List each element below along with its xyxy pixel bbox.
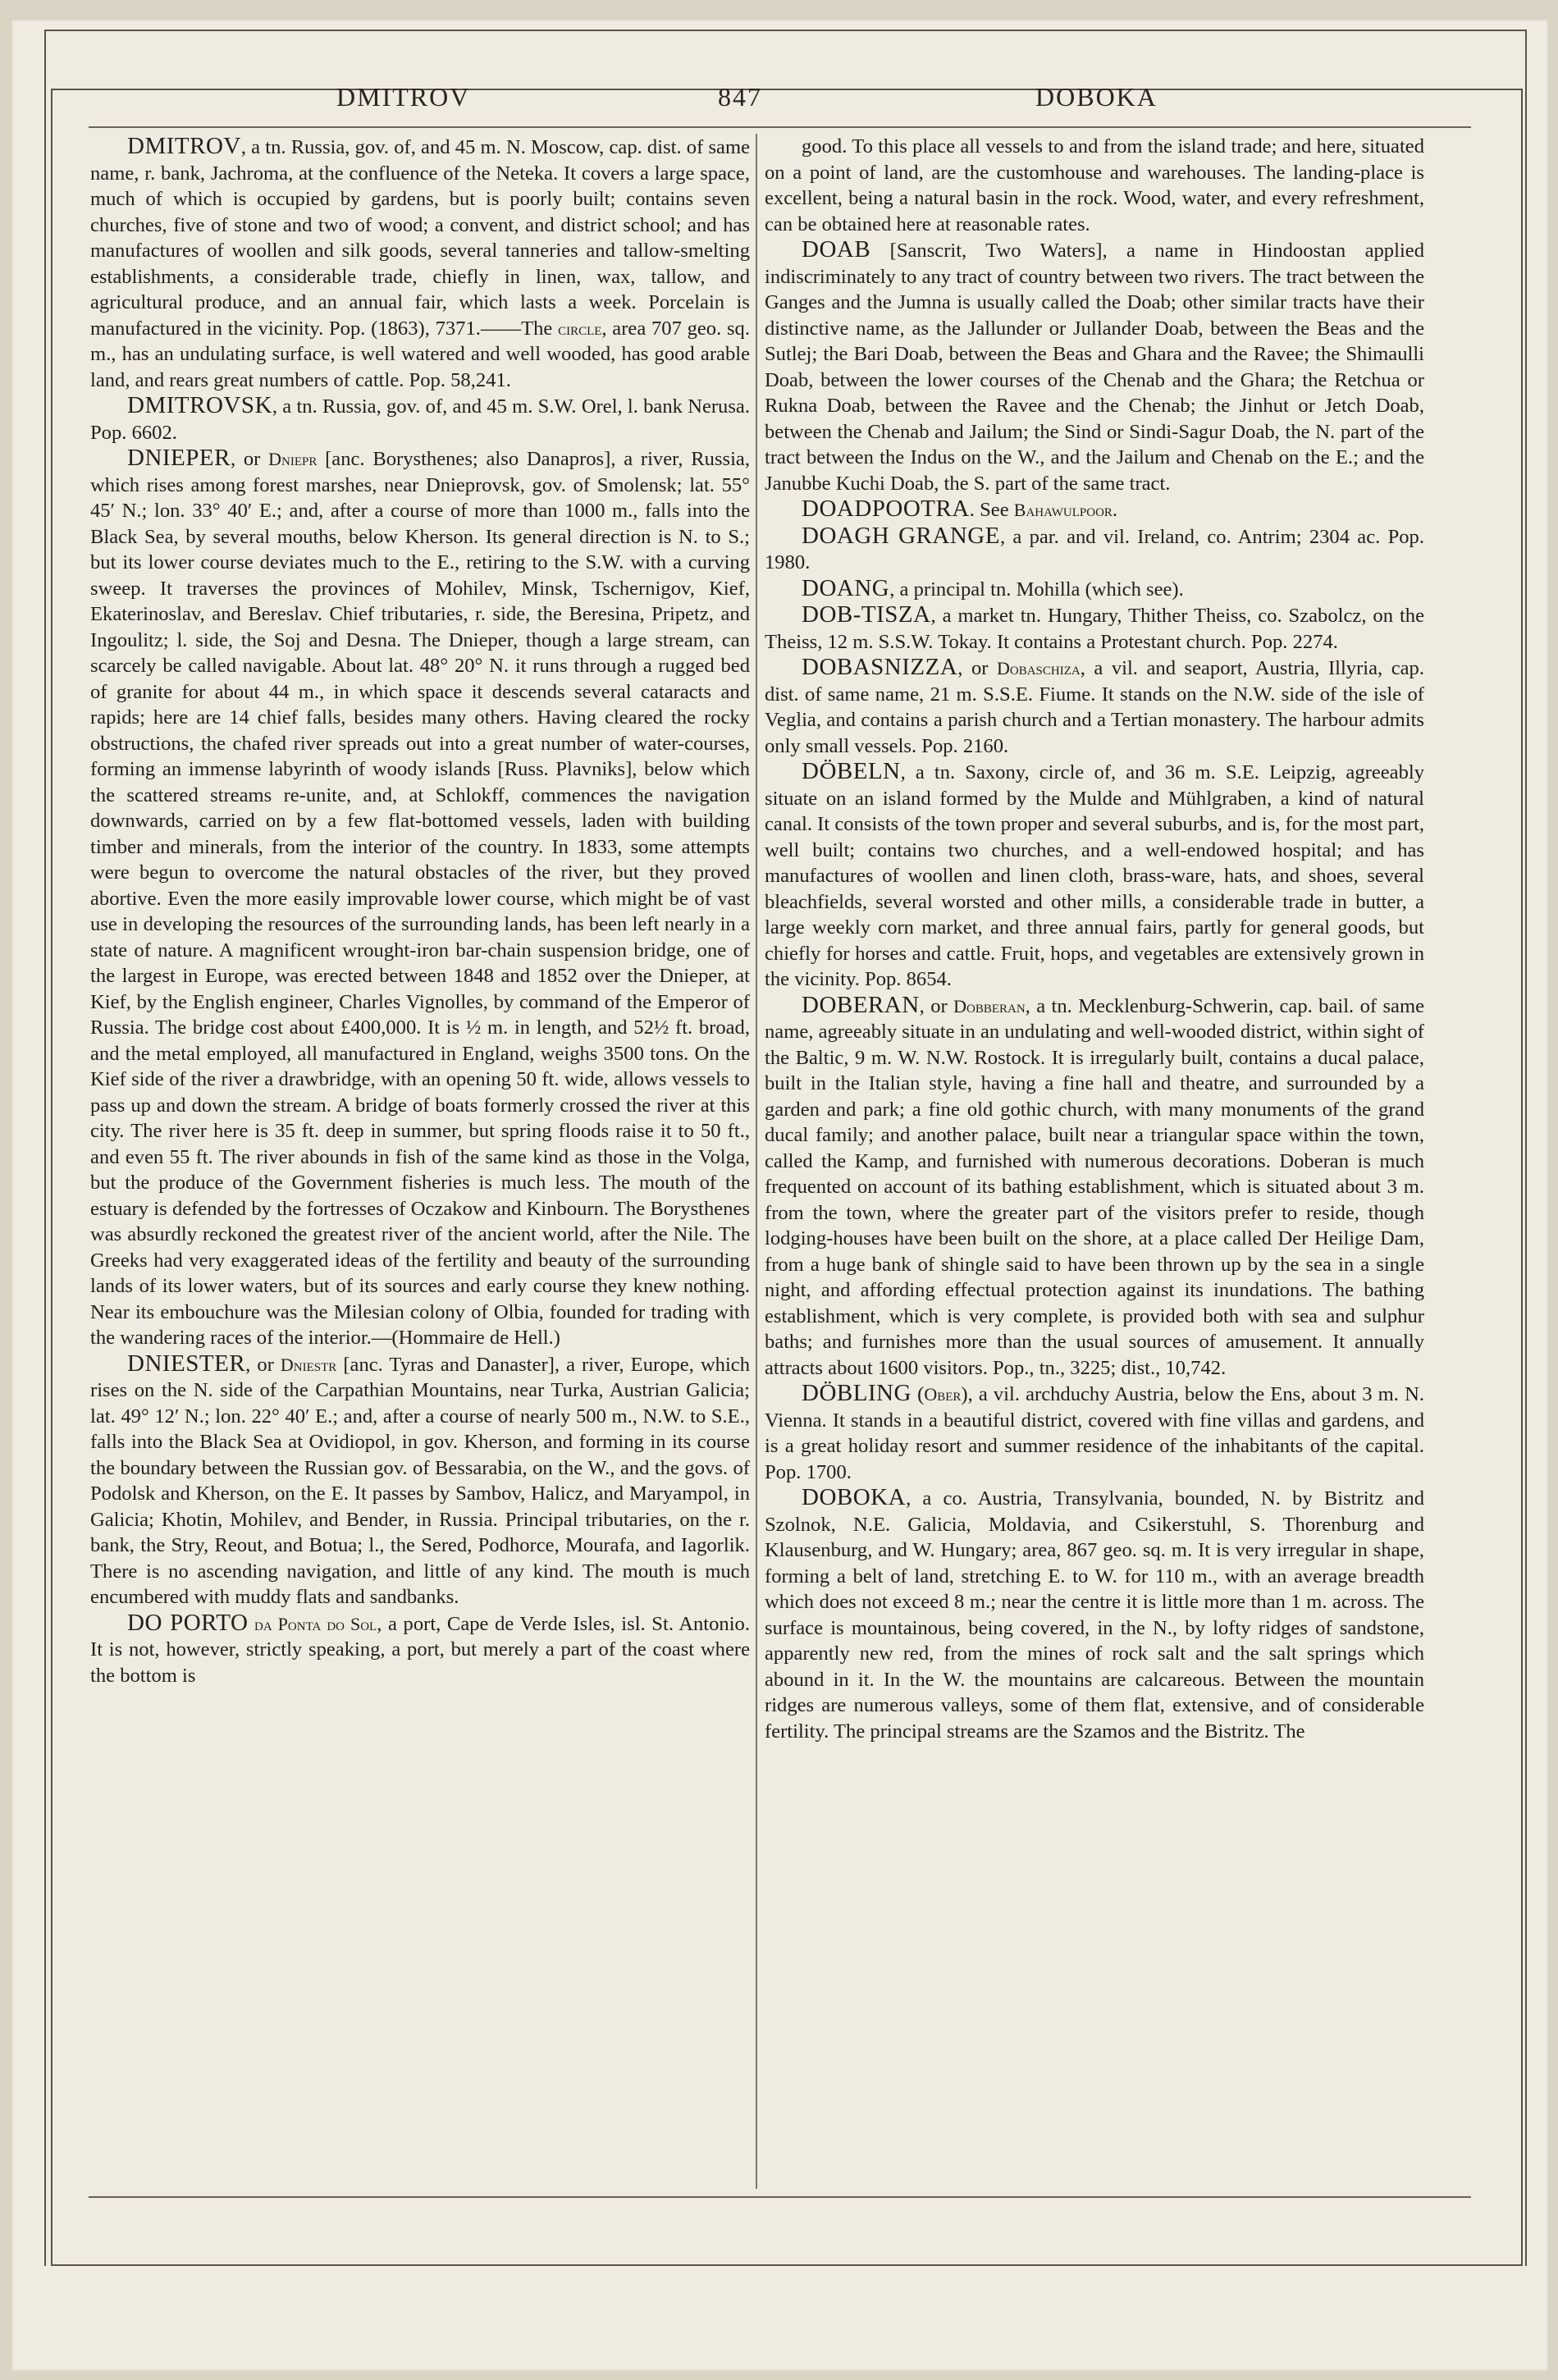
- entry-text-tail: , a vil. and seaport, Austria, Illyria, cap. dist. of same name, 21 m. S.S.E. Fiume. It stands on the N.W. side of the isle of Veglia, and contains a parish church and a Tertian monastery. The harbour admits only small vessels. Pop. 2160.: [765, 657, 1424, 757]
- entry-text: , or: [919, 994, 954, 1017]
- entry-doagh-grange: [765, 523, 1424, 576]
- headword: DOADPOOTRA: [802, 496, 970, 522]
- entry-text: , a tn. Russia, gov. of, and 45 m. N. Moscow, cap. dist. of same name, r. bank, Jachroma, at the confluence of the Neteka. It covers a large space, much of which is occupied by gardens, but is poorly built; contains seven churches, five of stone and two of wood; a convent, and district school; and has manufactures of woollen and silk goods, several tanneries and tallow-smelting establishments, a considerable trade, chiefly in linen, wax, tallow, and agricultural produce, and an annual fair, which lasts a week. Porcelain is manufactured in the vicinity. Pop. (1863), 7371.——The: [90, 136, 750, 340]
- entry-dob-tisza: [765, 602, 1424, 655]
- entry-dobling: [765, 1381, 1424, 1485]
- entry-text: (: [911, 1383, 925, 1405]
- headword: DO PORTO: [127, 1609, 249, 1636]
- entry-text: [Sanscrit, Two Waters], a name in Hindoostan applied indiscriminately to any tract of country between two rivers. The tract between the Ganges and the Jumna is usually called the Doab; other similar tracts have their distinctive name, as the Jallunder or Jullander Doab, between the Beas and the Sutlej; the Bari Doab, between the Beas and Ghara and the Ravee; the Shimaulli Doab, between the lower courses of the Chenab and the Ghara; the Retchua or Rukna Doab, between the Ravee and the Chenab; the Jinhut or Jetch Doab, between the Chenab and Jailum; the Sind or Sindi-Sagur Doab, the N. part of the tract between the Indus on the W., and the Jailum and Chenab on the E.; and the Janubbe Kuchi Doab, the S. part of the same tract.: [765, 240, 1424, 495]
- page-number: 847: [718, 82, 762, 112]
- entry-text: , or: [245, 1353, 281, 1376]
- small-caps: Dniepr: [268, 449, 318, 469]
- entry-text: , a co. Austria, Transylvania, bounded, N. by Bistritz and Szolnok, N.E. Galicia, Moldavia, and Csikerstuhl, S. Thorenburg and Klausenburg, and W. Hungary; area, 867 geo. sq. m. It is very irregular in shape, forming a belt of land, stretching E. to W. for 110 m., with an average breadth which does not exceed 8 m.; near the centre it is little more than 1 m. across. The surface is mountainous, being covered, in the N., by lofty ridges of sandstone, apparently new red, from the mines of rock salt and the salt springs which abound in it. In the W. the mountains are calcareous. Between the mountain ridges are numerous valleys, some of them flat, extensive, and of considerable fertility. The principal streams are the Szamos and the Bistritz. The: [765, 1487, 1424, 1743]
- entry-text: , a principal tn. Mohilla (which see).: [889, 578, 1184, 601]
- entry-dobeln: [765, 759, 1424, 993]
- entry-doadpootra: [765, 496, 1424, 523]
- running-head-left: DMITROV: [336, 82, 471, 112]
- headword: DNIEPER: [127, 445, 231, 471]
- entry-text-tail: , a tn. Mecklenburg-Schwerin, cap. bail. of same name, agreeably situate in an undulating and well-wooded district, within sight of the Baltic, 9 m. W. N.W. Rostock. It is irregularly built, contains a ducal palace, built in the Italian style, having a fine hall and theatre, and surrounded by a garden and park; a fine old gothic church, with many monuments of the grand ducal family; and another palace, built near a triangular space within the town, called the Kamp, and furnished with numerous decorations. Doberan is much frequented on account of its bathing establishment, which is situated about 3 m. from the town, where the greater part of the visitors prefer to reside, though lodging-houses have been built on the shore, at a place called Der Heilige Dam, from a huge bank of shingle said to have been thrown up by the sea in a single night, and affording effectual protection against its inundations. The bathing establishment, which is very complete, is provided both with sea and sulphur baths; and furnishes more than the usual sources of amusement. It annually attracts about 1600 visitors. Pop., tn., 3225; dist., 10,742.: [765, 994, 1424, 1379]
- entry-text-tail: ), a vil. archduchy Austria, below the Ens, about 3 m. N. Vienna. It stands in a beautiful district, covered with fine villas and gardens, and is a great holiday resort and summer residence of the inhabitants of the capital. Pop. 1700.: [765, 1383, 1424, 1483]
- entry-text: , a par. and vil. Ireland, co. Antrim; 2304 ac. Pop. 1980.: [765, 525, 1424, 573]
- headword: DOAGH GRANGE: [802, 522, 1000, 549]
- entry-text: , a tn. Saxony, circle of, and 36 m. S.E. Leipzig, agreeably situate on an island formed by the Mulde and Mühlgraben, a kind of natural canal. It consists of the town proper and several suburbs, and is, for the most part, well built; contains two churches, and a well-endowed hospital; and has manufactures of woollen and linen cloth, brass-ware, hats, and shoes, several bleachfields, several worsted and other mills, a considerable trade in butter, a large weekly corn market, and three annual fairs, partly for general goods, but chiefly for horses and cattle. Fruit, hops, and vegetables are extensively grown in the vicinity. Pop. 8654.: [765, 761, 1424, 990]
- headword: DÖBELN: [802, 758, 901, 784]
- small-caps: circle: [558, 317, 602, 339]
- small-caps: Dniestr: [280, 1354, 337, 1375]
- entry-text: , or: [957, 657, 997, 679]
- headword: DOANG: [802, 574, 890, 601]
- entry-dnieper: [90, 445, 750, 1351]
- headword: DMITROV: [127, 134, 241, 159]
- small-caps: Dobaschiza: [996, 658, 1081, 678]
- entry-text-tail: [anc. Borysthenes; also Danapros], a river, Russia, which rises among forest marshes, near Dnieprovsk, gov. of Smolensk; lat. 55° 45′ N.; lon. 33° 40′ E.; and, after a course of more than 1000 m., falls into the Black Sea, by several mouths, below Kherson. Its general direction is N. to S.; but its lower course deviates much to the E., retiring to the S.W. with a curving sweep. It traverses the provinces of Mohilev, Minsk, Tschernigov, Kief, Ekaterinoslav, and Bereslav. Chief tributaries, r. side, the Beresina, Pripetz, and Ingoulitz; l. side, the Soj and Desna. The Dnieper, though a large stream, can scarcely be called navigable. About lat. 48° 20° N. it runs through a rugged bed of granite for about 44 m., in which space it descends several cataracts and rapids; here are 14 chief falls, besides many others. Having cleared the rocky obstructions, the chafed river spreads out into a great number of water-courses, forming an immense labyrinth of woody islands [Russ. Plavniks], below which the scattered streams re-unite, and, at Schlokff, commences the navigation downwards, carried on by a few flat-bottomed vessels, laden with building timber and minerals, from the interior of the country. In 1833, some attempts were begun to overcome the natural obstacles of the river, but they proved abortive. Even the more easily improvable lower course, which might be of vast use in developing the resources of the surrounding lands, has been left nearly in a state of nature. A magnificent wrought-iron bar-chain suspension bridge, one of the largest in Europe, was erected between 1848 and 1852 over the Dnieper, at Kief, by the English engineer, Charles Vignolles, by command of the Emperor of Russia. The bridge cost about £400,000. It is ½ m. in length, and 52½ ft. broad, and the metal employed, all manufactured in England, weighs 3500 tons. On the Kief side of the river a drawbridge, with an opening 50 ft. wide, allows vessels to pass up and down the stream. A bridge of boats formerly crossed the river at this city. The river here is 35 ft. deep in summer, but spring floods raise it to 50 ft., and even 55 ft. The river abounds in fish of the same kind as those in the Volga, but the produce of the Government fisheries is much less. The mouth of the estuary is defended by the fortresses of Oczakow and Kinbourn. The Borysthenes was absurdly reckoned the greatest river of the ancient world, after the Nile. The Greeks had very exaggerated ideas of the fertility and beauty of the surrounding lands of its lower waters, but of its sources and early course they knew nothing. Near its embouchure was the Milesian colony of Olbia, founded for trading with the wandering races of the interior.—(Hommaire de Hell.): [90, 448, 750, 1349]
- entry-dobasnizza: [765, 655, 1424, 759]
- headword: DOB-TISZA: [802, 601, 931, 628]
- entry-text-tail: .: [1112, 499, 1118, 521]
- entry-doberan: [765, 993, 1424, 1382]
- entry-text-tail: , area 707 geo. sq. m., has an undulating surface, is well watered and well wooded, has good arable land, and rears great numbers of cattle. Pop. 58,241.: [90, 317, 750, 391]
- entry-text-tail: [anc. Tyras and Danaster], a river, Europe, which rises on the N. side of the Carpathian Mountains, near Turka, Austrian Galicia; lat. 49° 12′ N.; lon. 22° 40′ E.; and, after a course of nearly 500 m., N.W. to S.E., falls into the Black Sea at Ovidiopol, in gov. Kherson, and forming in its course the boundary between the Russian gov. of Bessarabia, on the W., and the govs. of Podolsk and Kherson, on the E. It passes by Sambov, Halicz, and Maryampol, in Galicia; Khotin, Mohilev, and Bender, in Russia. Principal tributaries, on the r. bank, the Stry, Reout, and Botua; l., the Sered, Podhorce, Mourafa, and Iagorlik. There is no ascending navigation, and little of any kind. The mouth is much encumbered with muddy flats and sandbanks.: [90, 1353, 750, 1608]
- headword: DOBOKA: [802, 1484, 907, 1510]
- entry-doab: [765, 237, 1424, 496]
- entry-text: . See: [969, 499, 1014, 521]
- headword: DOBERAN: [802, 991, 920, 1018]
- entry-text-tail: , a port, Cape de Verde Isles, isl. St. Antonio. It is not, however, strictly speaking, a port, but merely a part of the coast where the bottom is: [90, 1612, 750, 1687]
- small-caps: Dobberan: [953, 995, 1026, 1016]
- entry-doang: [765, 576, 1424, 603]
- entry-dmitrov: [90, 134, 750, 393]
- entry-text: , a market tn. Hungary, Thither Theiss, co. Szabolcz, on the Theiss, 12 m. S.S.W. Tokay. It contains a Protestant church. Pop. 2274.: [765, 605, 1424, 653]
- headword: DOAB: [802, 236, 871, 263]
- right-column: [765, 134, 1424, 2189]
- headword: DOBASNIZZA: [802, 654, 958, 680]
- column-divider: [756, 134, 757, 2189]
- entry-text: , a tn. Russia, gov. of, and 45 m. S.W. Orel, l. bank Nerusa. Pop. 6602.: [90, 395, 750, 444]
- header-rule: [89, 126, 1471, 128]
- entry-text: , or: [230, 448, 269, 470]
- small-caps: da Ponta do Sol: [254, 1613, 377, 1634]
- entry-dniester: [90, 1351, 750, 1610]
- entry-dmitrovsk: [90, 393, 750, 445]
- small-caps: Ober: [924, 1384, 962, 1405]
- entry-doboka: [765, 1485, 1424, 1744]
- headword: DÖBLING: [802, 1380, 911, 1406]
- entry-continuation: [765, 134, 1424, 237]
- entry-text: [248, 1613, 254, 1635]
- headword: DMITROVSK: [127, 392, 272, 418]
- entry-do-porto: [90, 1610, 750, 1689]
- left-column: [90, 134, 750, 2189]
- entry-text: good. To this place all vessels to and from the island trade; and here, situated on a point of land, are the customhouse and warehouses. The landing-place is excellent, being a natural basin in the rock. Wood, water, and every refreshment, can be obtained here at reasonable rates.: [765, 135, 1424, 235]
- bottom-rule: [89, 2196, 1471, 2198]
- small-caps: Bahawulpoor: [1013, 500, 1113, 520]
- running-head-right: DOBOKA: [1035, 82, 1158, 112]
- headword: DNIESTER: [127, 1350, 246, 1377]
